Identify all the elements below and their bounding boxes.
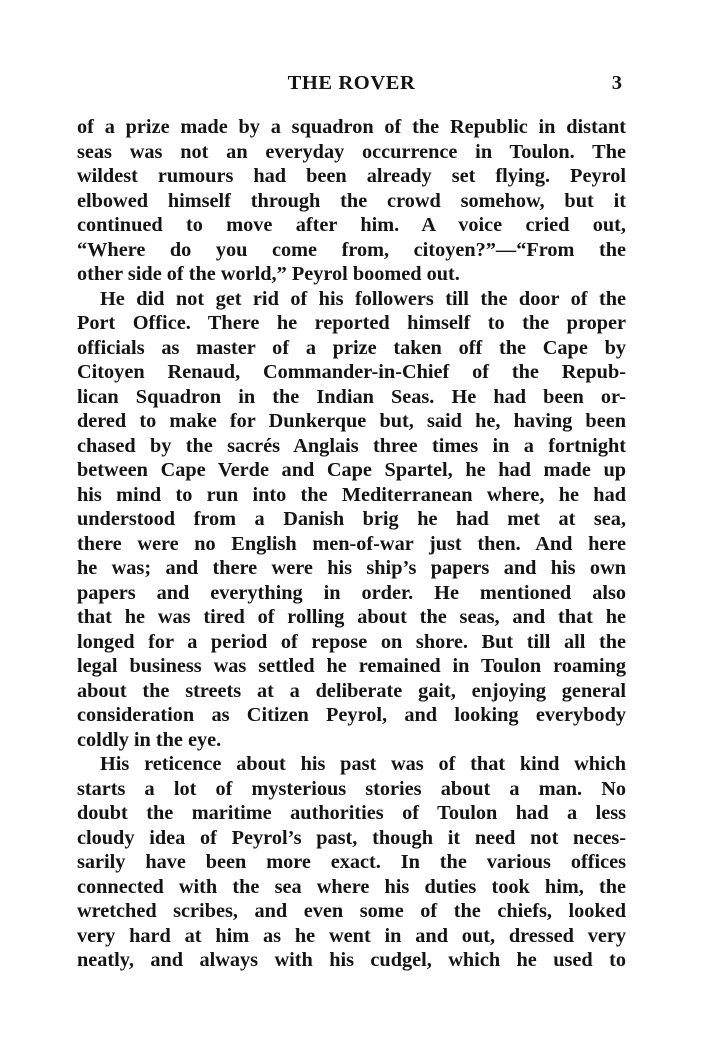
- text-line: understood from a Danish brig he had met at sea,: [77, 508, 626, 530]
- text-line: His reticence about his past was of that kind which: [100, 753, 626, 775]
- text-line: wretched scribes, and even some of the chiefs, looked: [77, 900, 626, 922]
- text-line: consideration as Citizen Peyrol, and looking everybody: [77, 704, 626, 726]
- text-line: longed for a period of repose on shore. But till all the: [77, 630, 626, 653]
- text-line: connected with the sea where his duties took him, the: [77, 875, 626, 898]
- text-line: sarily have been more exact. In the various offices: [77, 851, 626, 873]
- text-line: his mind to run into the Mediterranean where, he had: [77, 483, 626, 506]
- text-line: wildest rumours had been already set flying. Peyrol: [77, 165, 626, 187]
- text-line: of a prize made by a squadron of the Republic in distant: [77, 116, 626, 138]
- text-line: coldly in the eye.: [77, 728, 222, 751]
- text-line: doubt the maritime authorities of Toulon had a less: [77, 802, 626, 824]
- text-line: other side of the world,” Peyrol boomed out.: [77, 263, 460, 285]
- text-line: he was; and there were his ship’s papers and his own: [77, 557, 626, 579]
- text-line: between Cape Verde and Cape Spartel, he had made up: [77, 459, 626, 481]
- text-line: He did not get rid of his followers till the door of the: [100, 287, 626, 310]
- text-line: papers and everything in order. He mentioned also: [77, 581, 626, 604]
- page-number: 3: [611, 72, 622, 94]
- body-text: [77, 115, 626, 973]
- text-line: starts a lot of mysterious stories about a man. No: [77, 777, 626, 800]
- text-line: that he was tired of rolling about the seas, and that he: [77, 606, 626, 628]
- text-line: seas was not an everyday occurrence in Toulon. The: [77, 140, 626, 163]
- text-line: legal business was settled he remained in Toulon roaming: [77, 655, 626, 677]
- text-line: elbowed himself through the crowd somehow, but it: [77, 189, 626, 212]
- text-line: continued to move after him. A voice cried out,: [77, 214, 626, 236]
- running-title: THE ROVER: [287, 72, 416, 94]
- text-line: very hard at him as he went in and out, dressed very: [77, 924, 626, 947]
- text-line: about the streets at a deliberate gait, enjoying general: [77, 679, 626, 702]
- text-line: neatly, and always with his cudgel, which he used to: [77, 949, 626, 971]
- text-line: dered to make for Dunkerque but, said he, having been: [77, 410, 626, 432]
- text-line: “Where do you come from, citoyen?”—“From the: [77, 238, 626, 261]
- text-line: Citoyen Renaud, Commander-in-Chief of the Repub-: [77, 361, 626, 383]
- text-line: cloudy idea of Peyrol’s past, though it need not neces-: [77, 826, 626, 849]
- text-line: Port Office. There he reported himself to the proper: [77, 312, 626, 334]
- text-line: chased by the sacrés Anglais three times in a fortnight: [77, 434, 626, 457]
- text-line: officials as master of a prize taken off the Cape by: [77, 336, 626, 359]
- text-line: there were no English men-of-war just then. And here: [77, 532, 626, 555]
- book-page: [77, 72, 626, 973]
- text-line: lican Squadron in the Indian Seas. He had been or-: [77, 385, 626, 408]
- running-head: [77, 72, 626, 102]
